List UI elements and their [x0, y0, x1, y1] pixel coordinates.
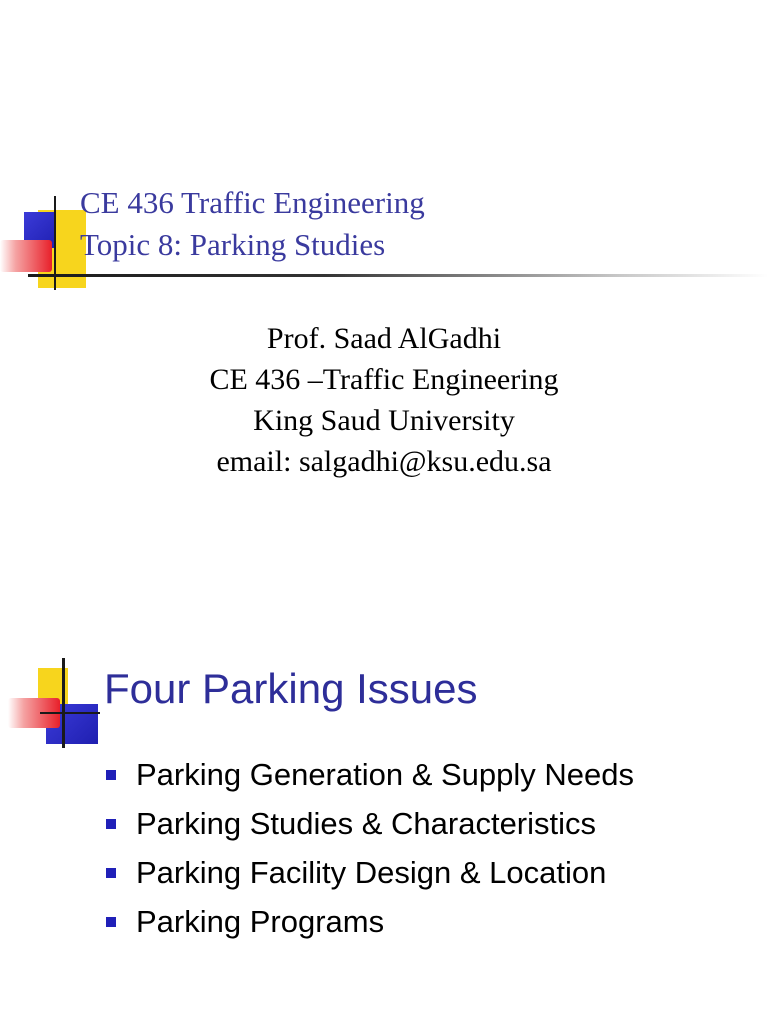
author-block [0, 318, 768, 482]
author-name: Prof. Saad AlGadhi [266, 322, 502, 355]
author-email: email: salgadhi@ksu.edu.sa [216, 445, 552, 478]
red-bar [0, 240, 52, 272]
horizontal-rule [28, 274, 768, 277]
bullet-text: Parking Programs [136, 903, 385, 939]
slide-title: Four Parking Issues [104, 665, 478, 712]
bullet-text: Parking Facility Design & Location [136, 854, 607, 890]
slide-title [80, 182, 425, 266]
author-university: King Saud University [253, 404, 515, 437]
title-line-2: Topic 8: Parking Studies [80, 227, 386, 262]
bullet-text: Parking Studies & Characteristics [136, 805, 597, 841]
bullet-square-icon [106, 917, 116, 927]
bullet-square-icon [106, 868, 116, 878]
bullet-list [106, 750, 634, 946]
author-course: CE 436 –Traffic Engineering [209, 363, 559, 396]
list-item [106, 848, 634, 897]
bullet-square-icon [106, 819, 116, 829]
title-line-1: CE 436 Traffic Engineering [80, 185, 425, 220]
bullet-text: Parking Generation & Supply Needs [136, 756, 635, 792]
list-item [106, 750, 634, 799]
horizontal-rule [40, 712, 100, 714]
list-item [106, 799, 634, 848]
bullet-square-icon [106, 770, 116, 780]
vertical-rule [62, 658, 65, 748]
list-item [106, 897, 634, 946]
